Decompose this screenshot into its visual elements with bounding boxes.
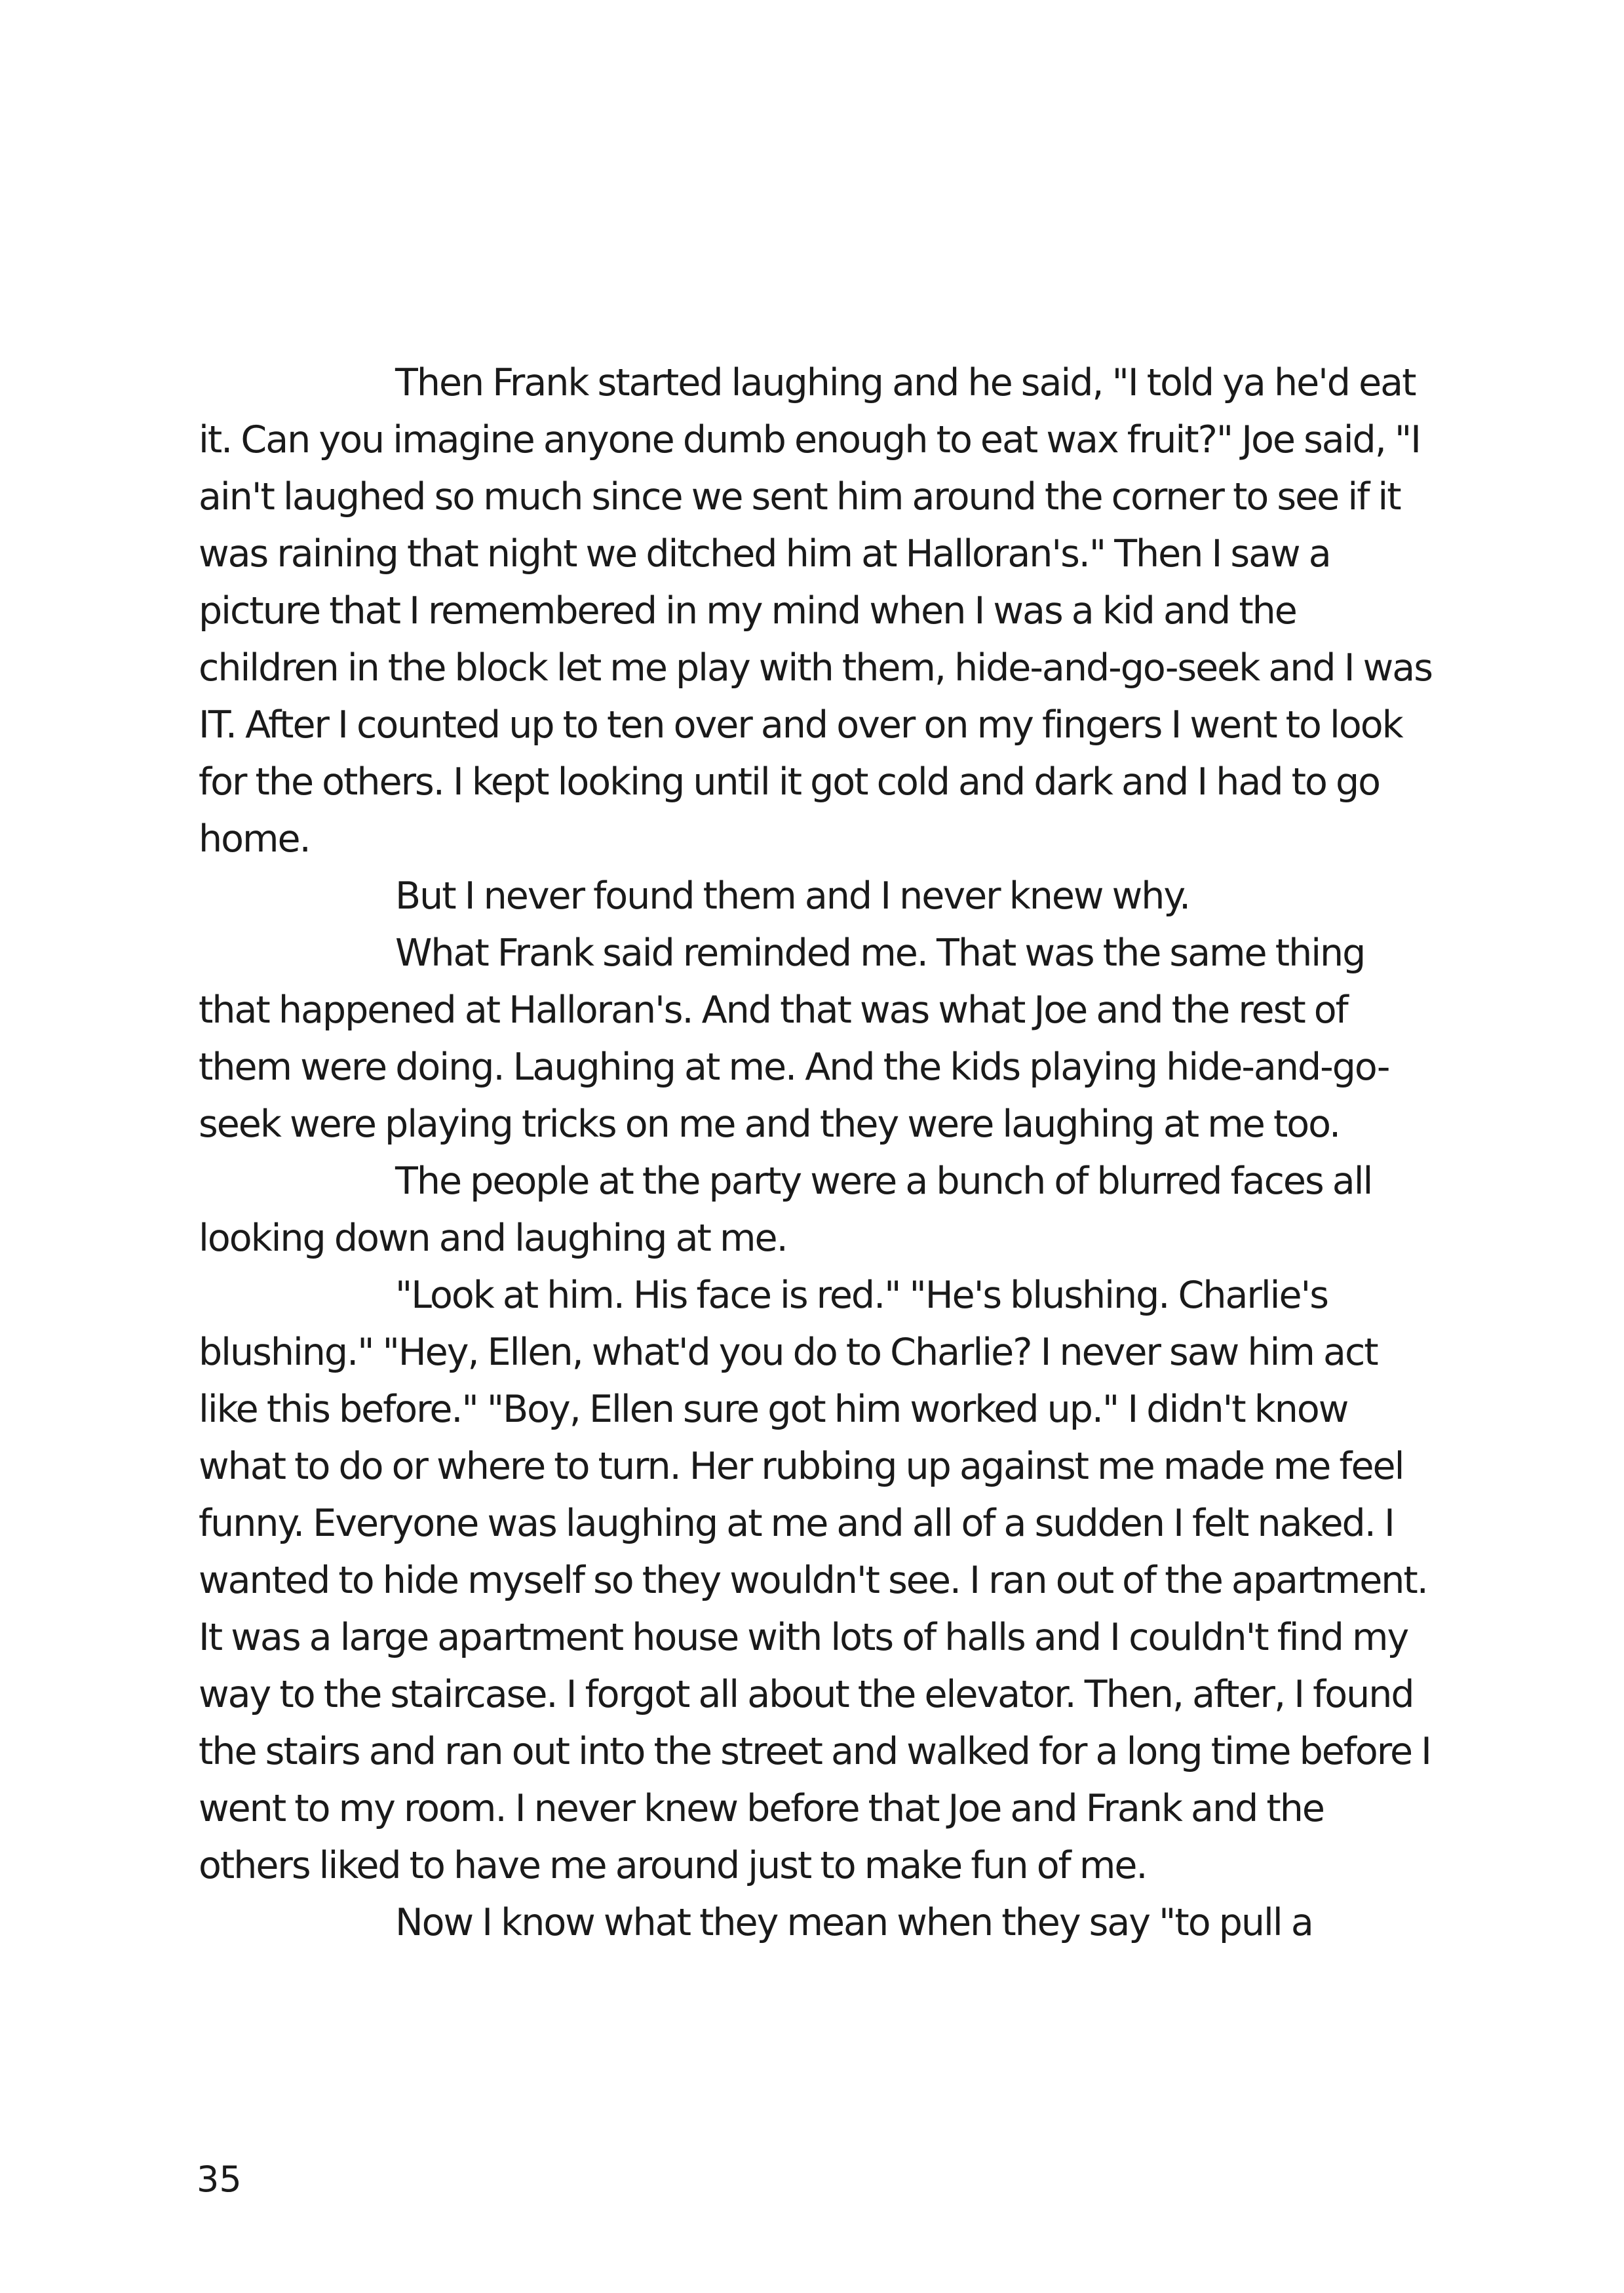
paragraph-5: "Look at him. His face is red." "He's blushing. Charlie's blushing." "Hey, Ellen, what'd you do to Charlie? I never saw him act like this before." "Boy, Ellen sure got him worked up." I didn't know what to do or where to turn. Her rubbing up against me made me feel funny. Everyone was laughing at me and all of a sudden I felt naked. I wanted to hide myself so they wouldn't see. I ran out of the apartment. It was a large apartment house with lots of halls and I couldn't find my way to the staircase. I forgot all about the elevator. Then, after, I found the stairs and ran out into the street and walked for a long time before I went to my room. I never knew before that Joe and Frank and the others liked to have me around just to make fun of me. [199,1274,1431,1887]
paragraph-3: What Frank said reminded me. That was the same thing that happened at Halloran's. And that was what Joe and the rest of them were doing. Laughing at me. And the kids playing hide-and-go-seek were playing tricks on me and they were laughing at me too. [199,931,1389,1146]
page-body-text [199,355,1440,1951]
paragraph-1: Then Frank started laughing and he said, "I told ya he'd eat it. Can you imagine anyone dumb enough to eat wax fruit?" Joe said, "I ain't laughed so much since we sent him around the corner to see if it was raining that night we ditched him at Halloran's." Then I saw a picture that I remembered in my mind when I was a kid and the children in the block let me play with them, hide-and-go-seek and I was IT. After I counted up to ten over and over on my fingers I went to look for the others. I kept looking until it got cold and dark and I had to go home. [199,361,1432,861]
paragraph-2: But I never found them and I never knew why. [395,874,1190,918]
paragraph-6: Now I know what they mean when they say "to pull a [395,1901,1313,1944]
page-number: 35 [197,2159,242,2200]
paragraph-4: The people at the party were a bunch of blurred faces all looking down and laughing at me. [199,1160,1372,1260]
